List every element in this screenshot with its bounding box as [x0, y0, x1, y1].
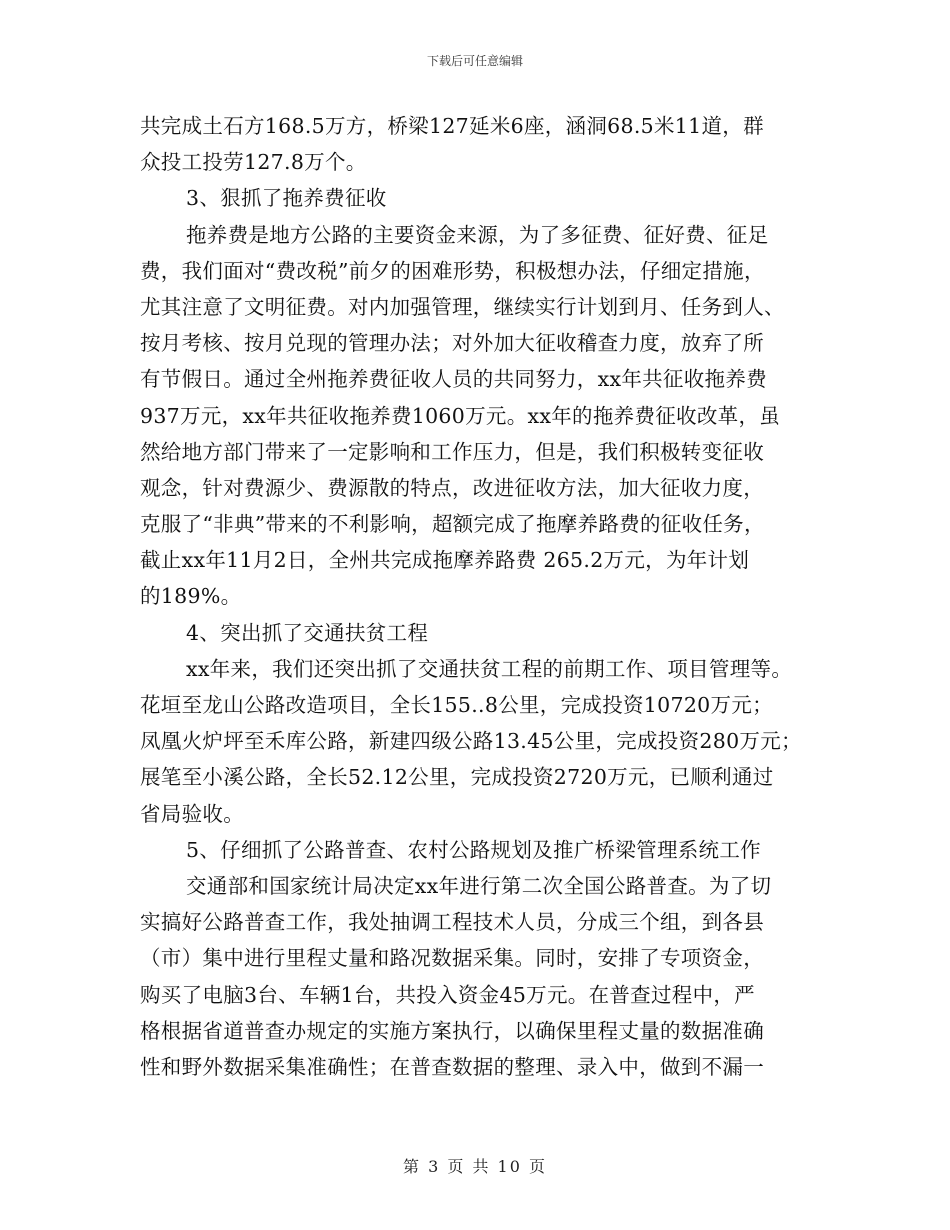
text-line: 按月考核、按月兑现的管理办法；对外加大征收稽查力度，放弃了所	[140, 331, 764, 356]
text-line: 费，我们面对“费改税”前夕的困难形势，积极想办法，仔细定措施，	[140, 258, 765, 283]
text-line: 克服了“非典”带来的不利影响，超额完成了拖摩养路费的征收任务，	[140, 512, 765, 537]
text-line: 交通部和国家统计局决定xx年进行第二次全国公路普查。为了切	[186, 873, 772, 898]
text-line: 3、狠抓了拖养费征收	[186, 186, 387, 211]
text-line: 凤凰火炉坪至禾库公路，新建四级公路13.45公里，完成投资280万元；	[140, 729, 802, 754]
page-header: 下载后可任意编辑	[426, 54, 523, 68]
text-line: 有节假日。通过全州拖养费征收人员的共同努力，xx年共征收拖养费	[140, 367, 767, 392]
page-footer: 第 3 页 共 10 页	[403, 1157, 547, 1176]
text-line: 观念，针对费源少、费源散的特点，改进征收方法，加大征收力度，	[140, 475, 764, 500]
text-line: 购买了电脑3台、车辆1台，共投入资金45万元。在普查过程中，严	[140, 982, 755, 1007]
text-line: 实搞好公路普查工作，我处抽调工程技术人员，分成三个组，到各县	[140, 910, 764, 935]
document-body	[140, 108, 830, 1085]
text-line: 众投工投劳127.8万个。	[140, 150, 367, 175]
text-line: 共完成土石方168.5万方，桥梁127延米6座，涵洞68.5米11道，群	[140, 114, 764, 138]
text-line: 花垣至龙山公路改造项目，全长155..8公里，完成投资10720万元；	[140, 693, 773, 717]
text-line: 5、仔细抓了公路普查、农村公路规划及推广桥梁管理系统工作	[186, 837, 761, 862]
text-line: 截止xx年11月2日，全州共完成拖摩养路费 265.2万元，为年计划	[140, 548, 750, 573]
text-line: 展笔至小溪公路，全长52.12公里，完成投资2720万元，已顺利通过	[140, 765, 774, 790]
text-line: 省局验收。	[140, 801, 244, 826]
text-line: 937万元，xx年共征收拖养费1060万元。xx年的拖养费征收改革，虽	[140, 403, 781, 428]
text-line: 的189%。	[140, 584, 242, 609]
text-line: 4、突出抓了交通扶贫工程	[186, 620, 429, 645]
text-line: xx年来，我们还突出抓了交通扶贫工程的前期工作、项目管理等。	[186, 656, 793, 681]
text-line: 格根据省道普查办规定的实施方案执行，以确保里程丈量的数据准确	[140, 1018, 764, 1043]
text-line: 然给地方部门带来了一定影响和工作压力，但是，我们积极转变征收	[140, 439, 764, 464]
text-line: （市）集中进行里程丈量和路况数据采集。同时，安排了专项资金，	[140, 946, 764, 971]
text-line: 尤其注意了文明征费。对内加强管理，继续实行计划到月、任务到人、	[140, 294, 785, 319]
text-line: 拖养费是地方公路的主要资金来源，为了多征费、征好费、征足	[186, 222, 769, 247]
text-line: 性和野外数据采集准确性；在普查数据的整理、录入中，做到不漏一	[140, 1054, 764, 1079]
